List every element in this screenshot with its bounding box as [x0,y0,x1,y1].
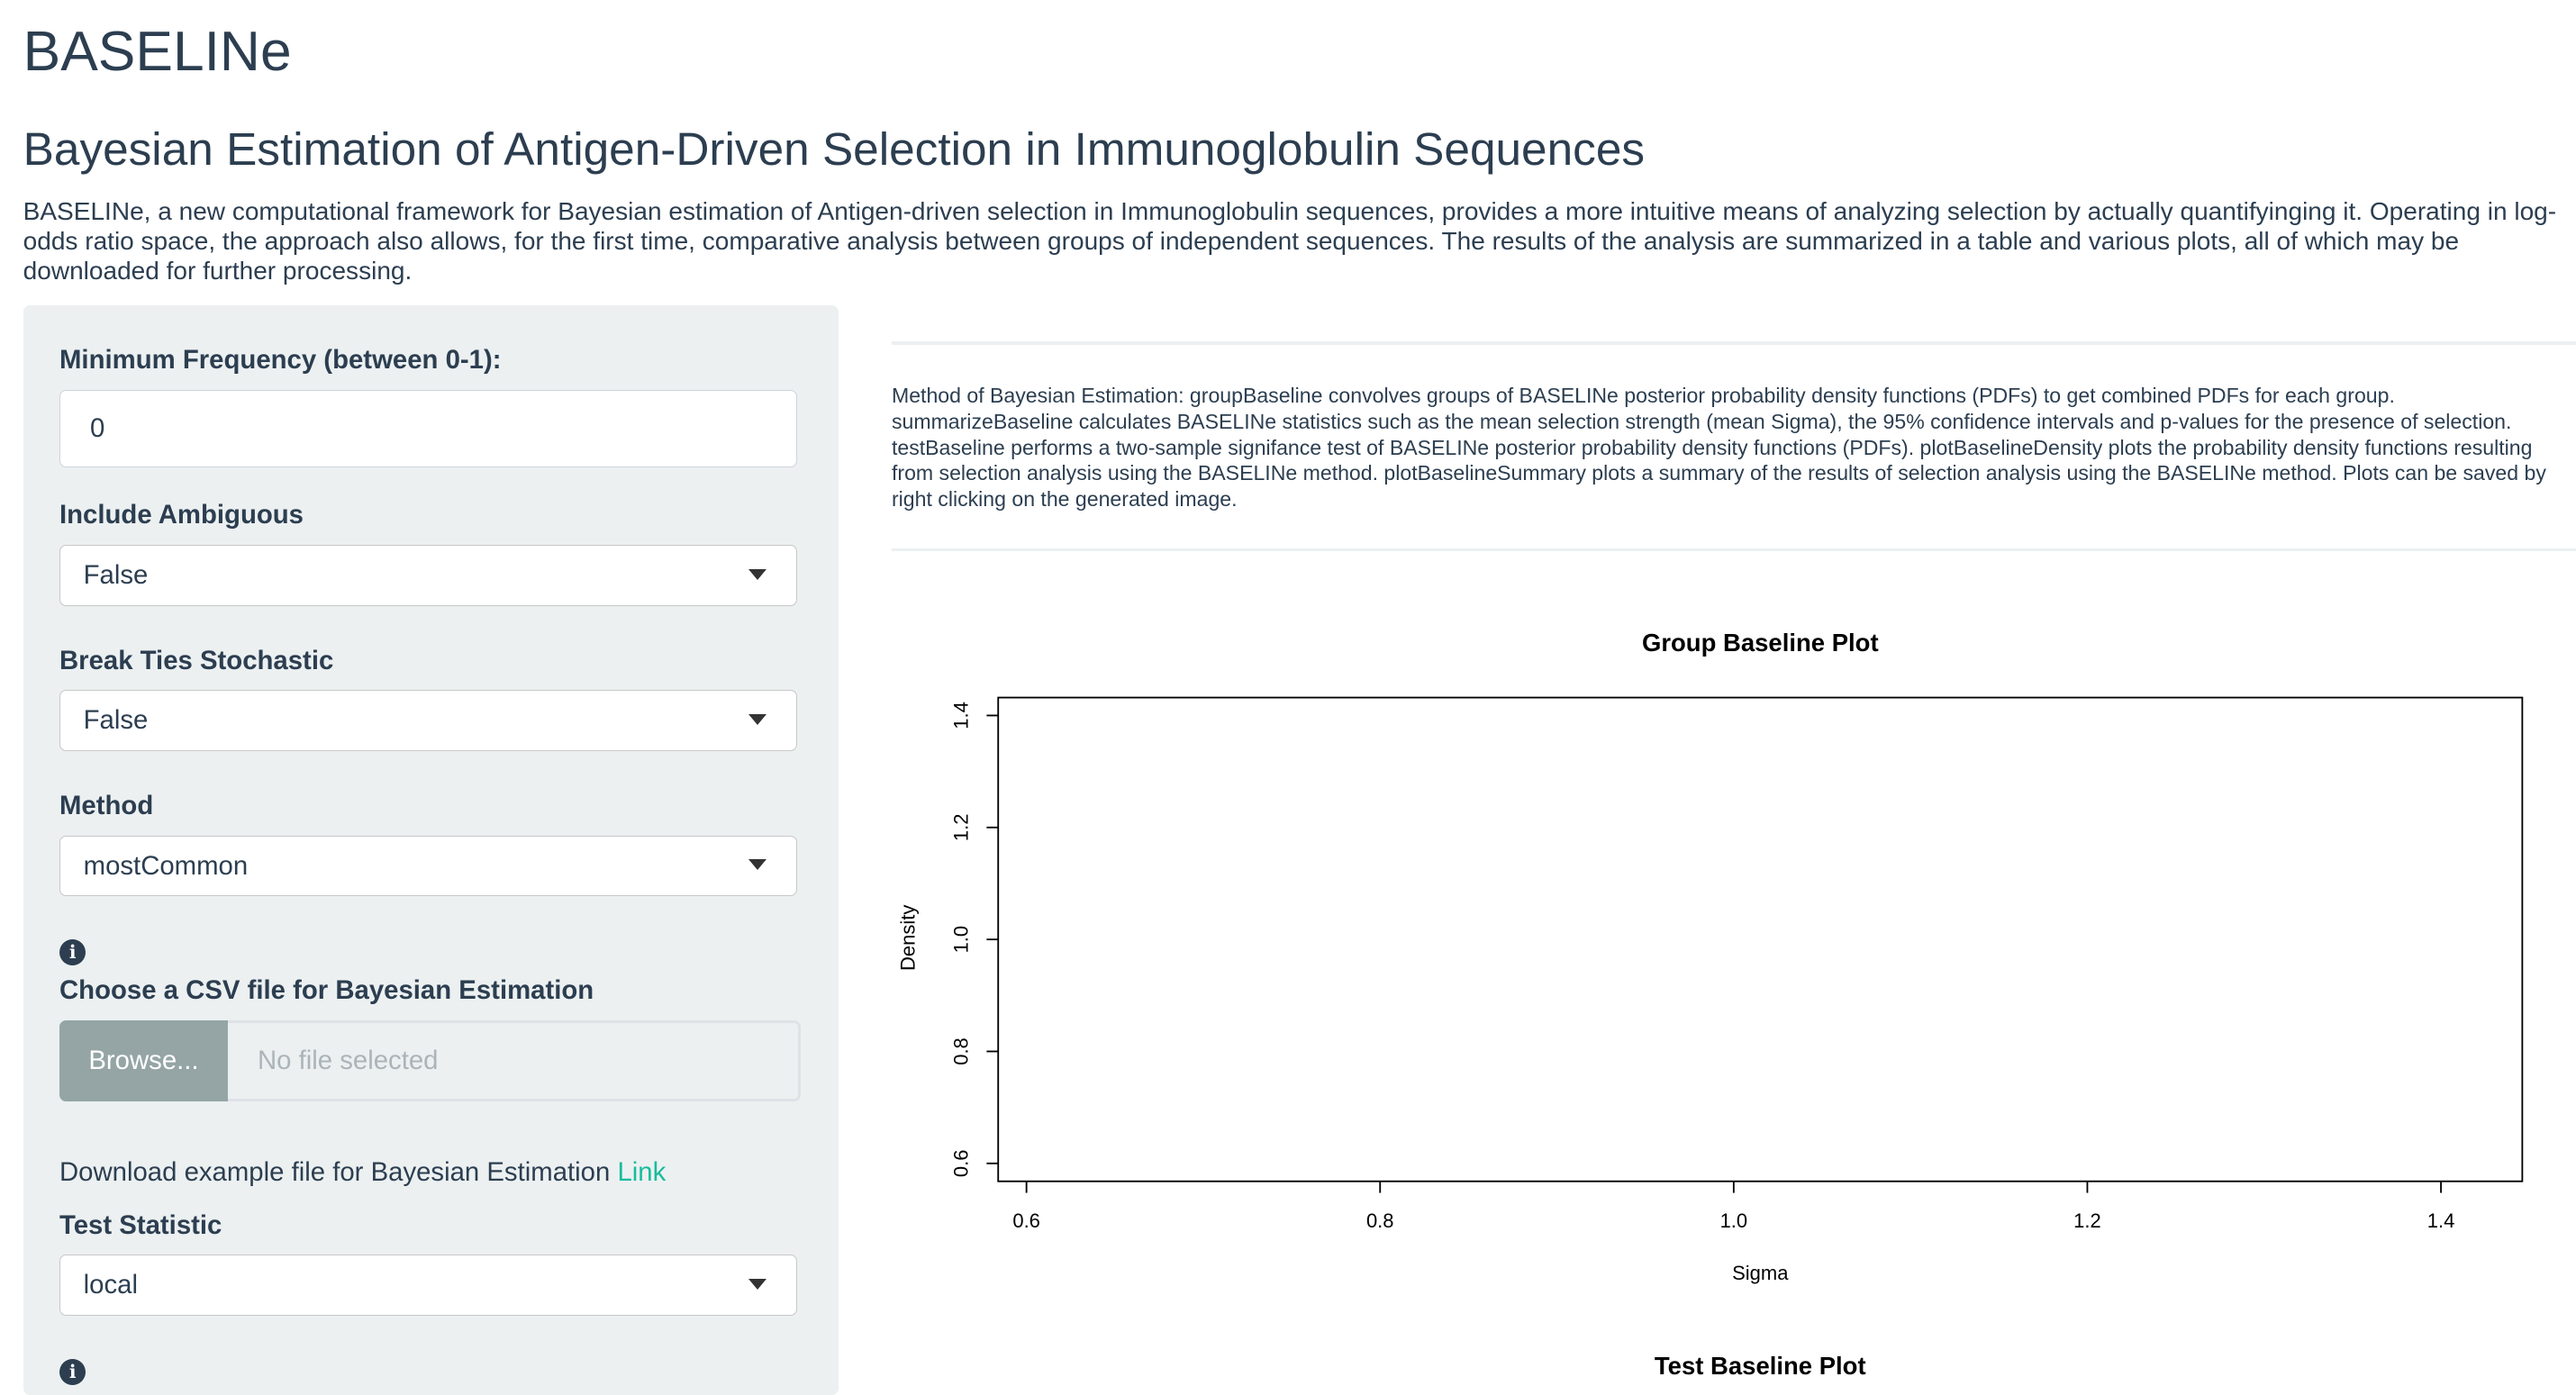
test-plot-title: Test Baseline Plot [1654,1352,1866,1381]
intro-text: BASELINe, a new computational framework for Bayesian estimation of Antigen-driven selection in Immunoglobulin sequences, provides a more intuitive means of analyzing selection by actually quantifyinging it. Operating in log-odds ratio space, the approach also allows, for the first time, comparative analysis between groups of independent sequences. The results of the analysis are summarized in a table and various plots, all of which may be downloaded for further processing. [23,197,2557,285]
csv-file-label: Choose a CSV file for Bayesian Estimation [59,975,594,1006]
break-ties-label: Break Ties Stochastic [59,645,334,675]
x-tick-label: 1.2 [2073,1209,2101,1233]
y-tick-label: 1.4 [949,702,973,729]
group-plot-title: Group Baseline Plot [1641,629,1879,657]
break-ties-value: False [83,705,149,736]
info-icon[interactable]: i [59,939,86,965]
app-title: BASELINe [23,20,292,83]
plot-frame [998,698,2522,1182]
method-value: mostCommon [83,850,249,881]
x-tick-label: 0.8 [1365,1209,1394,1233]
download-text: Download example file for Bayesian Estimation [59,1157,611,1188]
include-ambiguous-label: Include Ambiguous [59,500,304,530]
y-tick-label: 0.8 [949,1037,973,1065]
page-subtitle: Bayesian Estimation of Antigen-Driven Selection in Immunoglobulin Sequences [23,122,1646,175]
include-ambiguous-value: False [83,559,149,590]
info-icon[interactable]: i [59,1359,86,1385]
min-frequency-value: 0 [89,412,105,443]
file-name-field: No file selected [228,1020,801,1101]
test-statistic-value: local [83,1270,138,1300]
test-statistic-label: Test Statistic [59,1209,222,1240]
x-tick-label: 1.0 [1719,1209,1748,1233]
browse-button[interactable]: Browse... [59,1020,228,1101]
y-axis-label: Density [896,904,920,971]
y-tick-label: 1.0 [949,925,973,954]
y-tick-label: 0.6 [949,1149,973,1178]
download-link[interactable]: Link [617,1157,667,1188]
x-axis-label: Sigma [1732,1261,1789,1284]
x-tick-label: 1.4 [2426,1209,2455,1233]
method-description: Method of Bayesian Estimation: groupBaseline convolves groups of BASELINe posterior probability density functions (PDFs) to get combined PDFs for each group. summarizeBaseline calculates BASELINe statistics such as the mean selection strength (mean Sigma), the 95% confidence intervals and p-values for the presence of selection. testBaseline performs a two-sample signifance test of BASELINe posterior probability density functions (PDFs). plotBaselineDensity plots the probability density functions resulting from selection analysis using the BASELINe method. plotBaselineSummary plots a summary of the results of selection analysis using the BASELINe method. Plots can be saved by right clicking on the generated image. [891,384,2546,511]
y-tick-label: 1.2 [949,813,973,842]
method-label: Method [59,791,154,821]
min-frequency-label: Minimum Frequency (between 0-1): [59,345,502,376]
x-tick-label: 0.6 [1012,1209,1040,1233]
